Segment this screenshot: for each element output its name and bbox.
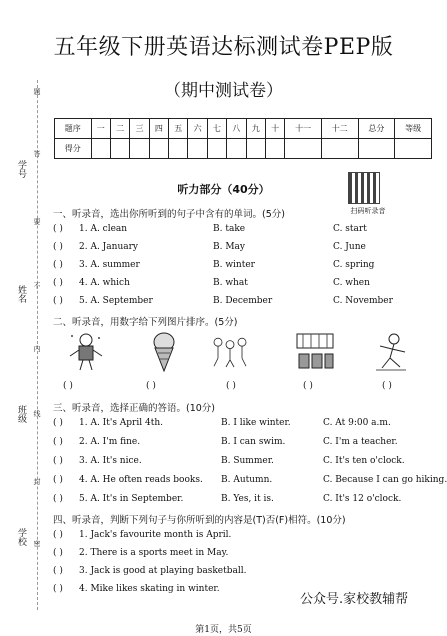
option-b: B. Autumn. bbox=[221, 475, 273, 485]
score-table-cell: 八 bbox=[227, 119, 246, 139]
answer-paren[interactable]: ( ) bbox=[53, 296, 63, 306]
option-b: B. I can swim. bbox=[221, 437, 286, 447]
qr-label: 扫码听录音 bbox=[350, 207, 386, 215]
skating-kid-picture bbox=[372, 330, 412, 372]
statement-text: 4. Mike likes skating in winter. bbox=[79, 584, 220, 594]
exam-title: 五年级下册英语达标测试卷PEP版 bbox=[53, 35, 394, 60]
playing-children-picture bbox=[210, 330, 250, 372]
statement-text: 2. There is a sports meet in May. bbox=[79, 548, 229, 558]
answer-paren[interactable]: ( ) bbox=[53, 418, 63, 428]
score-input-cell[interactable] bbox=[130, 139, 149, 159]
page-number: 第1页，共5页 bbox=[195, 625, 252, 635]
picture-order-paren[interactable]: ( ) bbox=[303, 381, 313, 391]
option-c: C. It's ten o'clock. bbox=[323, 456, 405, 466]
score-input-cell[interactable] bbox=[207, 139, 226, 159]
score-input-cell[interactable] bbox=[149, 139, 168, 159]
option-b: B. Yes, it is. bbox=[221, 494, 274, 504]
option-b: B. what bbox=[213, 278, 248, 288]
option-a: 1. A. It's April 4th. bbox=[79, 418, 163, 428]
score-table-cell: 二 bbox=[110, 119, 129, 139]
list-item bbox=[53, 494, 433, 508]
option-a: 2. A. I'm fine. bbox=[79, 437, 141, 447]
list-item bbox=[53, 566, 433, 580]
option-b: B. take bbox=[213, 224, 246, 234]
answer-paren[interactable]: ( ) bbox=[53, 242, 63, 252]
option-a: 4. A. which bbox=[79, 278, 130, 288]
binding-mark: 答 bbox=[33, 150, 41, 157]
list-item bbox=[53, 548, 433, 562]
option-a: 5. A. September bbox=[79, 296, 153, 306]
answer-paren[interactable]: ( ) bbox=[53, 566, 63, 576]
statement-text: 1. Jack's favourite month is April. bbox=[79, 530, 232, 540]
option-c: C. spring bbox=[333, 260, 375, 270]
option-a: 5. A. It's in September. bbox=[79, 494, 184, 504]
binding-mark: 线 bbox=[33, 410, 41, 417]
binding-mark: 要 bbox=[33, 218, 41, 225]
score-input-cell[interactable] bbox=[321, 139, 358, 159]
binding-mark: 不 bbox=[33, 282, 41, 289]
watermark: 公众号.家校教辅帮 bbox=[300, 592, 409, 607]
score-table-cell: 总分 bbox=[358, 119, 395, 139]
score-input-cell[interactable] bbox=[110, 139, 129, 159]
score-table-score-row bbox=[55, 139, 432, 159]
score-table bbox=[54, 118, 432, 159]
picture-order-paren[interactable]: ( ) bbox=[226, 381, 236, 391]
section2-heading: 二、听录音，用数字给下列图片排序。(5分) bbox=[53, 317, 238, 328]
option-b: B. I like winter. bbox=[221, 418, 291, 428]
list-item bbox=[53, 530, 433, 544]
score-input-cell[interactable] bbox=[246, 139, 265, 159]
snowy-kid-picture bbox=[66, 330, 106, 372]
binding-mark: 内 bbox=[33, 345, 41, 352]
option-b: B. May bbox=[213, 242, 246, 252]
score-input-cell[interactable] bbox=[285, 139, 322, 159]
qr-code-icon[interactable] bbox=[348, 172, 380, 204]
answer-paren[interactable]: ( ) bbox=[53, 456, 63, 466]
option-b: B. winter bbox=[213, 260, 255, 270]
option-b: B. December bbox=[213, 296, 273, 306]
option-a: 2. A. January bbox=[79, 242, 138, 252]
list-item bbox=[53, 278, 433, 292]
option-b: B. Summer. bbox=[221, 456, 274, 466]
picture-order-paren[interactable]: ( ) bbox=[382, 381, 392, 391]
answer-paren[interactable]: ( ) bbox=[53, 224, 63, 234]
answer-paren[interactable]: ( ) bbox=[53, 260, 63, 270]
answer-paren[interactable]: ( ) bbox=[53, 475, 63, 485]
score-table-cell: 五 bbox=[169, 119, 188, 139]
score-input-cell[interactable] bbox=[169, 139, 188, 159]
binding-mark: 密 bbox=[33, 540, 41, 547]
option-c: C. Because I can go hiking. bbox=[323, 475, 447, 485]
picture-order-paren[interactable]: ( ) bbox=[63, 381, 73, 391]
score-table-cell: 十一 bbox=[285, 119, 322, 139]
option-c: C. At 9:00 a.m. bbox=[323, 418, 391, 428]
answer-paren[interactable]: ( ) bbox=[53, 494, 63, 504]
score-table-cell: 十 bbox=[265, 119, 284, 139]
score-table-cell: 六 bbox=[188, 119, 207, 139]
score-input-cell[interactable] bbox=[395, 139, 432, 159]
binding-mark: 封 bbox=[33, 478, 41, 485]
binding-mark: 题 bbox=[33, 88, 41, 95]
answer-paren[interactable]: ( ) bbox=[53, 548, 63, 558]
score-table-cell: 等级 bbox=[395, 119, 432, 139]
option-a: 4. A. He often reads books. bbox=[79, 475, 203, 485]
score-input-cell[interactable] bbox=[358, 139, 395, 159]
option-c: C. November bbox=[333, 296, 393, 306]
score-table-cell: 十二 bbox=[321, 119, 358, 139]
option-c: C. start bbox=[333, 224, 367, 234]
score-table-header-row bbox=[55, 119, 432, 139]
score-row-label: 得分 bbox=[55, 139, 92, 159]
section1-heading: 一、听录音，选出你所听到的句子中含有的单词。(5分) bbox=[53, 209, 285, 220]
statement-text: 3. Jack is good at playing basketball. bbox=[79, 566, 247, 576]
option-c: C. June bbox=[333, 242, 366, 252]
picture-order-paren[interactable]: ( ) bbox=[146, 381, 156, 391]
option-c: C. It's 12 o'clock. bbox=[323, 494, 402, 504]
score-input-cell[interactable] bbox=[227, 139, 246, 159]
school-label: 学校 bbox=[16, 528, 26, 546]
list-item bbox=[53, 260, 433, 274]
listening-heading: 听力部分（40分） bbox=[177, 183, 270, 196]
classroom-picture bbox=[295, 330, 335, 372]
section3-heading: 三、听录音，选择正确的答语。(10分) bbox=[53, 403, 216, 414]
class-label: 班级 bbox=[16, 405, 26, 423]
option-a: 1. A. clean bbox=[79, 224, 128, 234]
section4-heading: 四、听录音，判断下列句子与你所听到的内容是(T)否(F)相符。(10分) bbox=[53, 515, 346, 526]
score-table-cell: 三 bbox=[130, 119, 149, 139]
score-table-cell: 七 bbox=[207, 119, 226, 139]
option-a: 3. A. It's nice. bbox=[79, 456, 142, 466]
exam-subtitle: （期中测试卷） bbox=[164, 81, 283, 101]
list-item bbox=[53, 475, 447, 489]
score-table-cell: 九 bbox=[246, 119, 265, 139]
answer-paren[interactable]: ( ) bbox=[53, 437, 63, 447]
score-table-cell: 题序 bbox=[55, 119, 92, 139]
answer-paren[interactable]: ( ) bbox=[53, 530, 63, 540]
option-a: 3. A. summer bbox=[79, 260, 140, 270]
list-item bbox=[53, 456, 433, 470]
list-item bbox=[53, 296, 433, 310]
score-input-cell[interactable] bbox=[265, 139, 284, 159]
student-name-label: 姓名 bbox=[16, 285, 26, 303]
list-item bbox=[53, 242, 433, 256]
list-item bbox=[53, 418, 433, 432]
ice-cream-picture bbox=[144, 330, 184, 372]
score-table-cell: 一 bbox=[91, 119, 110, 139]
score-table-cell: 四 bbox=[149, 119, 168, 139]
score-input-cell[interactable] bbox=[91, 139, 110, 159]
score-input-cell[interactable] bbox=[188, 139, 207, 159]
list-item bbox=[53, 437, 433, 451]
answer-paren[interactable]: ( ) bbox=[53, 278, 63, 288]
option-c: C. I'm a teacher. bbox=[323, 437, 398, 447]
option-c: C. when bbox=[333, 278, 370, 288]
list-item bbox=[53, 224, 433, 238]
student-number-label: 学号 bbox=[16, 160, 26, 178]
answer-paren[interactable]: ( ) bbox=[53, 584, 63, 594]
